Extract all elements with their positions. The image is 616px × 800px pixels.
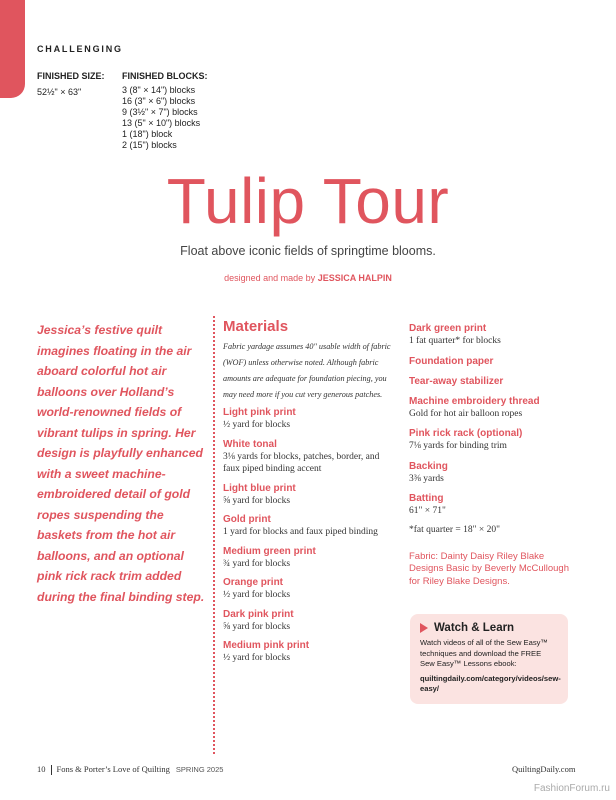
material-amount: ½ yard for blocks bbox=[223, 420, 291, 430]
material-item bbox=[223, 406, 398, 432]
play-icon bbox=[420, 623, 428, 633]
finished-blocks-label: FINISHED BLOCKS: bbox=[122, 71, 208, 81]
watch-learn-header bbox=[420, 622, 558, 634]
material-name: Light pink print bbox=[223, 407, 296, 418]
material-item bbox=[223, 545, 398, 571]
materials-note: Fabric yardage assumes 40" usable width of fabric (WOF) unless otherwise noted. Although fabric amounts are adequate for foundation piecing, you may need more if you cut very generous patches. bbox=[223, 342, 391, 399]
footer-site[interactable]: QuiltingDaily.com bbox=[512, 764, 576, 774]
footer-separator bbox=[51, 765, 52, 775]
finished-blocks-list bbox=[122, 85, 200, 151]
material-name: Medium pink print bbox=[223, 640, 310, 651]
magazine-name: Fons & Porter’s Love of Quilting bbox=[56, 764, 170, 774]
material-item bbox=[409, 375, 581, 388]
finished-block-item: 16 (3" × 6") blocks bbox=[122, 96, 196, 106]
material-amount: ½ yard for blocks bbox=[223, 653, 291, 663]
material-amount: ⅝ yard for blocks bbox=[223, 495, 291, 506]
material-item bbox=[409, 460, 581, 486]
issue-season: SPRING 2025 bbox=[175, 765, 224, 774]
material-amount: Gold for hot air balloon ropes bbox=[409, 408, 523, 419]
watch-learn-link[interactable]: quiltingdaily.com/category/videos/sew-easy/ bbox=[420, 673, 561, 693]
material-item bbox=[223, 608, 398, 634]
materials-column-2 bbox=[409, 322, 581, 588]
material-amount: 7⅛ yards for binding trim bbox=[409, 441, 507, 451]
material-name: Foundation paper bbox=[409, 355, 494, 367]
material-amount: 3⅛ yards for blocks, patches, border, and faux piped binding accent bbox=[223, 451, 380, 474]
finished-block-item: 9 (3½" × 7") blocks bbox=[122, 107, 198, 117]
intro-text: Jessica’s festive quilt imagines floating in the air aboard colorful hot air balloons over Holland’s world-renowned fields of vibrant tulips in spring. Her design is playfully enhanced with a sweet machine-embroidered detail of gold ropes suspending the baskets from the hot air balloons, and an optional pink rick rack trim added during the final binding step. bbox=[37, 323, 205, 604]
material-name: Light blue print bbox=[223, 482, 296, 494]
material-item bbox=[409, 355, 581, 368]
page-subtitle: Float above iconic fields of springtime blooms. bbox=[180, 244, 436, 258]
finished-block-item: 1 (18") block bbox=[122, 129, 173, 139]
material-item bbox=[223, 513, 398, 539]
material-name: Medium green print bbox=[223, 545, 316, 557]
byline-prefix: designed and made by bbox=[224, 273, 318, 283]
material-amount: 3⅜ yards bbox=[409, 473, 444, 484]
material-name: Pink rick rack (optional) bbox=[409, 428, 523, 439]
column-divider bbox=[213, 316, 215, 754]
material-item bbox=[409, 322, 581, 348]
material-amount: 1 fat quarter* for blocks bbox=[409, 336, 501, 346]
fat-quarter-note: *fat quarter = 18" × 20" bbox=[409, 524, 501, 535]
material-amount: ⅝ yard for blocks bbox=[223, 621, 291, 632]
byline bbox=[0, 273, 616, 283]
material-item bbox=[409, 395, 581, 421]
material-item bbox=[223, 576, 398, 602]
page-number: 10 bbox=[37, 764, 46, 774]
material-amount: 1 yard for blocks and faux piped binding bbox=[223, 527, 378, 537]
fabric-note: Fabric: Dainty Daisy Riley Blake Designs Basic by Beverly McCullough for Riley Blake Designs. bbox=[409, 550, 569, 587]
material-name: Tear-away stabilizer bbox=[409, 375, 504, 387]
watermark: FashionForum.ru bbox=[533, 783, 610, 794]
material-name: Backing bbox=[409, 460, 448, 472]
watch-learn-title: Watch & Learn bbox=[434, 622, 515, 634]
material-item bbox=[223, 438, 398, 476]
finished-block-item: 2 (15") blocks bbox=[122, 140, 177, 150]
material-name: White tonal bbox=[223, 438, 277, 450]
finished-size-value: 52½" × 63" bbox=[37, 87, 82, 97]
finished-size-label: FINISHED SIZE: bbox=[37, 71, 105, 81]
material-amount: 61" × 71" bbox=[409, 506, 446, 516]
skill-level: CHALLENGING bbox=[37, 44, 123, 54]
watch-learn-callout bbox=[410, 614, 568, 704]
material-item bbox=[223, 639, 398, 665]
finished-block-item: 3 (8" × 14") blocks bbox=[122, 85, 196, 95]
material-name: Dark pink print bbox=[223, 608, 294, 620]
material-name: Batting bbox=[409, 493, 444, 504]
material-amount: ¾ yard for blocks bbox=[223, 558, 291, 569]
material-item bbox=[223, 482, 398, 508]
material-amount: ½ yard for blocks bbox=[223, 590, 291, 600]
material-name: Machine embroidery thread bbox=[409, 395, 540, 407]
material-name: Gold print bbox=[223, 514, 271, 525]
footer-left bbox=[37, 764, 223, 775]
materials-title: Materials bbox=[223, 318, 289, 335]
material-item bbox=[409, 492, 581, 518]
designer-name: JESSICA HALPIN bbox=[317, 273, 392, 283]
page-title: Tulip Tour bbox=[166, 165, 450, 237]
material-name: Dark green print bbox=[409, 323, 487, 334]
material-item bbox=[409, 427, 581, 453]
material-name: Orange print bbox=[223, 577, 284, 588]
watch-learn-body: Watch videos of all of the Sew Easy™ techniques and download the FREE Sew Easy™ Lessons ebook: bbox=[420, 638, 549, 668]
finished-block-item: 13 (5" × 10") blocks bbox=[122, 118, 201, 128]
corner-tab bbox=[0, 0, 25, 98]
materials-column-1 bbox=[223, 318, 398, 671]
